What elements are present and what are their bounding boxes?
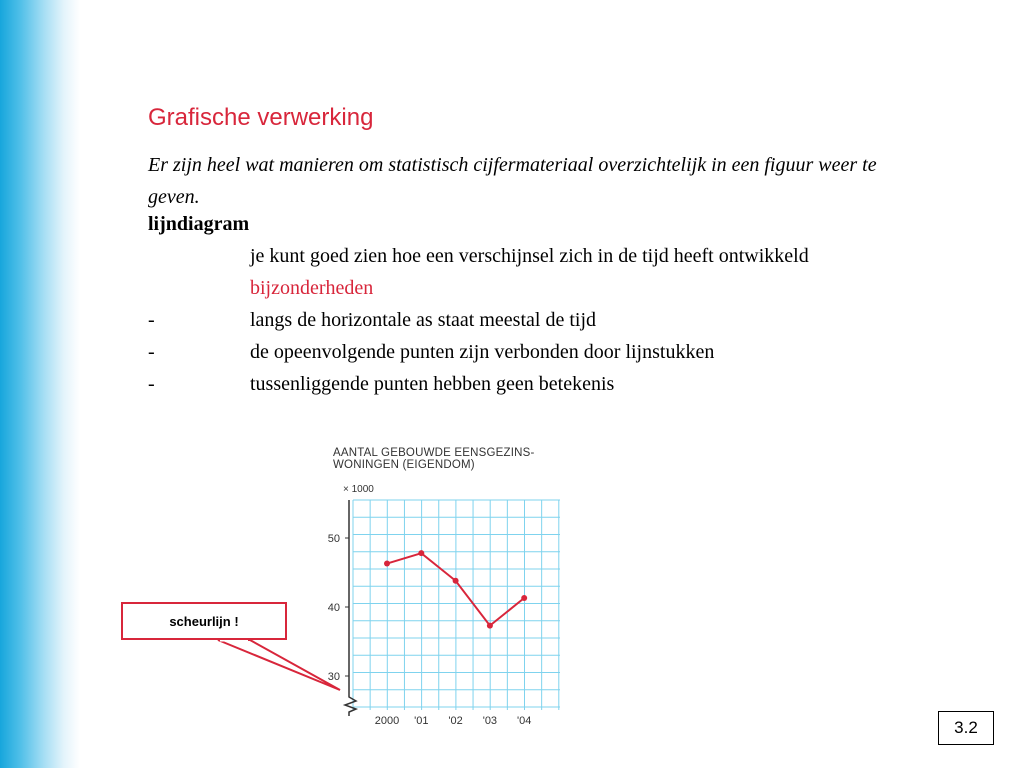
callout-box xyxy=(121,602,287,640)
x-tick-label: 2000 xyxy=(374,715,400,727)
slide-heading: Grafische verwerking xyxy=(148,104,374,131)
x-tick-label: '02 xyxy=(448,715,463,727)
subheading: lijndiagram xyxy=(148,213,250,235)
data-point xyxy=(521,595,527,601)
intro-text: Er zijn heel wat manieren om statistisch cijfermateriaal overzichtelijk in een figuur weer te geven. xyxy=(148,154,877,208)
details-label: bijzonderheden xyxy=(250,277,374,299)
y-axis xyxy=(345,500,356,716)
callout-pointer xyxy=(218,640,340,690)
chart-title-line: WONINGEN (EIGENDOM) xyxy=(333,459,475,471)
data-point xyxy=(453,578,459,584)
x-tick-label: '04 xyxy=(517,715,532,727)
y-tick-label: 40 xyxy=(327,602,340,614)
bullet-marker: - xyxy=(148,341,155,363)
y-tick-label: 30 xyxy=(327,671,340,683)
chart-unit-label: × 1000 xyxy=(343,484,374,495)
data-point xyxy=(418,550,424,556)
bullet-text: de opeenvolgende punten zijn verbonden door lijnstukken xyxy=(250,341,715,363)
chart-title-line: AANTAL GEBOUWDE EENSGEZINS- xyxy=(333,447,535,459)
x-tick-label: '01 xyxy=(414,715,429,727)
bullet-marker: - xyxy=(148,373,155,395)
y-tick-label: 50 xyxy=(327,533,340,545)
data-point xyxy=(487,623,493,629)
bullet-marker: - xyxy=(148,309,155,331)
x-tick-label: '03 xyxy=(482,715,498,727)
description-text: je kunt goed zien hoe een verschijnsel zich in de tijd heeft ontwikkeld xyxy=(250,245,809,267)
bullet-text: tussenliggende punten hebben geen betekenis xyxy=(250,373,615,395)
bullet-text: langs de horizontale as staat meestal de tijd xyxy=(250,309,596,331)
callout-text: scheurlijn ! xyxy=(169,613,239,629)
data-point xyxy=(384,561,390,567)
page-number-text: 3.2 xyxy=(954,718,978,737)
page-number xyxy=(938,711,994,745)
